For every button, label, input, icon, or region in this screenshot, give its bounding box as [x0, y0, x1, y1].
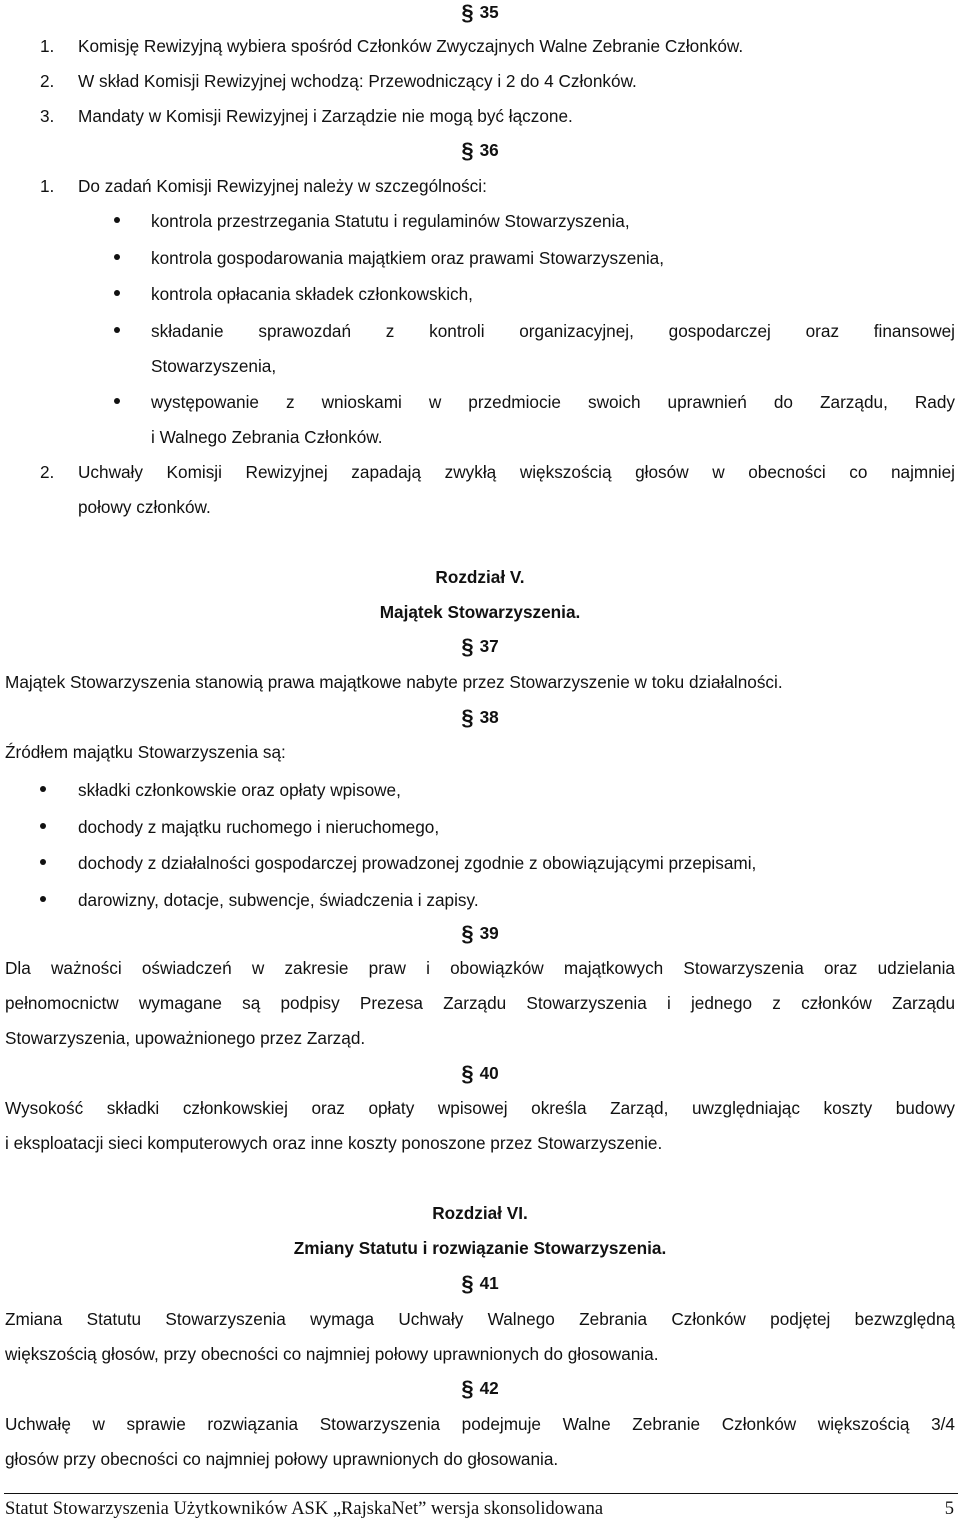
section-40-heading — [0, 1063, 960, 1084]
bullet-icon — [40, 823, 46, 829]
section-number: 35 — [479, 2, 499, 22]
list-number: 1. — [40, 36, 55, 56]
section-sign: § — [461, 138, 474, 163]
bullet-item: dochody z majątku ruchomego i nieruchomego, — [78, 817, 440, 837]
paragraph-line: Wysokość składki członkowskiej oraz opłaty wpisowej określa Zarząd, uwzględniając koszty budowy — [5, 1098, 955, 1118]
list-item-continuation: połowy członków. — [78, 497, 211, 517]
paragraph-line: pełnomocnictw wymagane są podpisy Prezesa Zarządu Stowarzyszenia i jednego z członków Zarządu — [5, 993, 955, 1013]
section-41-heading — [0, 1273, 960, 1294]
chapter-title: Rozdział V. — [435, 567, 525, 587]
section-sign: § — [461, 1376, 474, 1401]
section-35-heading — [0, 2, 960, 23]
paragraph-line: głosów przy obecności co najmniej połowy uprawnionych do głosowania. — [5, 1449, 559, 1469]
footer-title: Statut Stowarzyszenia Użytkowników ASK „RajskaNet” wersja skonsolidowana — [5, 1499, 604, 1519]
section-number: 40 — [479, 1063, 499, 1083]
section-36-heading — [0, 140, 960, 161]
section-sign: § — [461, 634, 474, 659]
bullet-icon — [40, 786, 46, 792]
section-38-heading — [0, 707, 960, 728]
bullet-icon — [40, 896, 46, 902]
section-sign: § — [461, 0, 474, 25]
section-42-heading — [0, 1378, 960, 1399]
bullet-icon — [114, 398, 120, 404]
bullet-item: kontrola opłacania składek członkowskich, — [151, 284, 473, 304]
bullet-item: darowizny, dotacje, subwencje, świadczenia i zapisy. — [78, 890, 479, 910]
bullet-item: składki członkowskie oraz opłaty wpisowe, — [78, 780, 401, 800]
section-number: 37 — [479, 636, 499, 656]
section-number: 41 — [479, 1273, 499, 1293]
bullet-item: dochody z działalności gospodarczej prowadzonej zgodnie z obowiązującymi przepisami, — [78, 853, 757, 873]
page-number: 5 — [944, 1499, 954, 1519]
list-item: Komisję Rewizyjną wybiera spośród Członków Zwyczajnych Walne Zebranie Członków. — [78, 36, 744, 56]
chapter-subtitle: Majątek Stowarzyszenia. — [379, 602, 581, 622]
paragraph-text: Źródłem majątku Stowarzyszenia są: — [5, 742, 286, 762]
section-number: 39 — [479, 923, 499, 943]
paragraph-line: Dla ważności oświadczeń w zakresie praw i obowiązków majątkowych Stowarzyszenia oraz udzielania — [5, 958, 955, 978]
section-number: 38 — [479, 707, 499, 727]
list-item: Do zadań Komisji Rewizyjnej należy w szczególności: — [78, 176, 487, 196]
bullet-item: kontrola przestrzegania Statutu i regulaminów Stowarzyszenia, — [151, 211, 630, 231]
list-number: 2. — [40, 71, 55, 91]
section-sign: § — [461, 705, 474, 730]
chapter-title: Rozdział VI. — [432, 1203, 528, 1223]
paragraph-text: Majątek Stowarzyszenia stanowią prawa majątkowe nabyte przez Stowarzyszenie w toku działalności. — [5, 672, 783, 692]
section-37-heading — [0, 636, 960, 657]
paragraph-line: Stowarzyszenia, upoważnionego przez Zarząd. — [5, 1028, 366, 1048]
footer-divider — [4, 1493, 958, 1494]
paragraph-line: większością głosów, przy obecności co najmniej połowy uprawnionych do głosowania. — [5, 1344, 659, 1364]
bullet-icon — [114, 290, 120, 296]
list-number: 3. — [40, 106, 55, 126]
list-item: Uchwały Komisji Rewizyjnej zapadają zwykłą większością głosów w obecności co najmniej — [78, 462, 955, 482]
bullet-item: kontrola gospodarowania majątkiem oraz prawami Stowarzyszenia, — [151, 248, 664, 268]
section-sign: § — [461, 1061, 474, 1086]
paragraph-line: Zmiana Statutu Stowarzyszenia wymaga Uchwały Walnego Zebrania Członków podjętej bezwzględną — [5, 1309, 955, 1329]
bullet-icon — [114, 327, 120, 333]
chapter-subtitle: Zmiany Statutu i rozwiązanie Stowarzyszenia. — [293, 1238, 667, 1258]
bullet-icon — [40, 859, 46, 865]
section-number: 42 — [479, 1378, 499, 1398]
bullet-item: składanie sprawozdań z kontroli organizacyjnej, gospodarczej oraz finansowej — [151, 321, 955, 341]
bullet-icon — [114, 217, 120, 223]
paragraph-line: Uchwałę w sprawie rozwiązania Stowarzyszenia podejmuje Walne Zebranie Członków większością 3/4 — [5, 1414, 955, 1434]
list-number: 2. — [40, 462, 55, 482]
section-number: 36 — [479, 140, 499, 160]
section-sign: § — [461, 921, 474, 946]
bullet-icon — [114, 254, 120, 260]
list-number: 1. — [40, 176, 55, 196]
list-item: Mandaty w Komisji Rewizyjnej i Zarządzie nie mogą być łączone. — [78, 106, 573, 126]
list-item: W skład Komisji Rewizyjnej wchodzą: Przewodniczący i 2 do 4 Członków. — [78, 71, 637, 91]
section-39-heading — [0, 923, 960, 944]
bullet-item-continuation: i Walnego Zebrania Członków. — [151, 427, 383, 447]
bullet-item: występowanie z wnioskami w przedmiocie swoich uprawnień do Zarządu, Rady — [151, 392, 955, 412]
bullet-item-continuation: Stowarzyszenia, — [151, 356, 277, 376]
paragraph-line: i eksploatacji sieci komputerowych oraz inne koszty ponoszone przez Stowarzyszenie. — [5, 1133, 663, 1153]
section-sign: § — [461, 1271, 474, 1296]
